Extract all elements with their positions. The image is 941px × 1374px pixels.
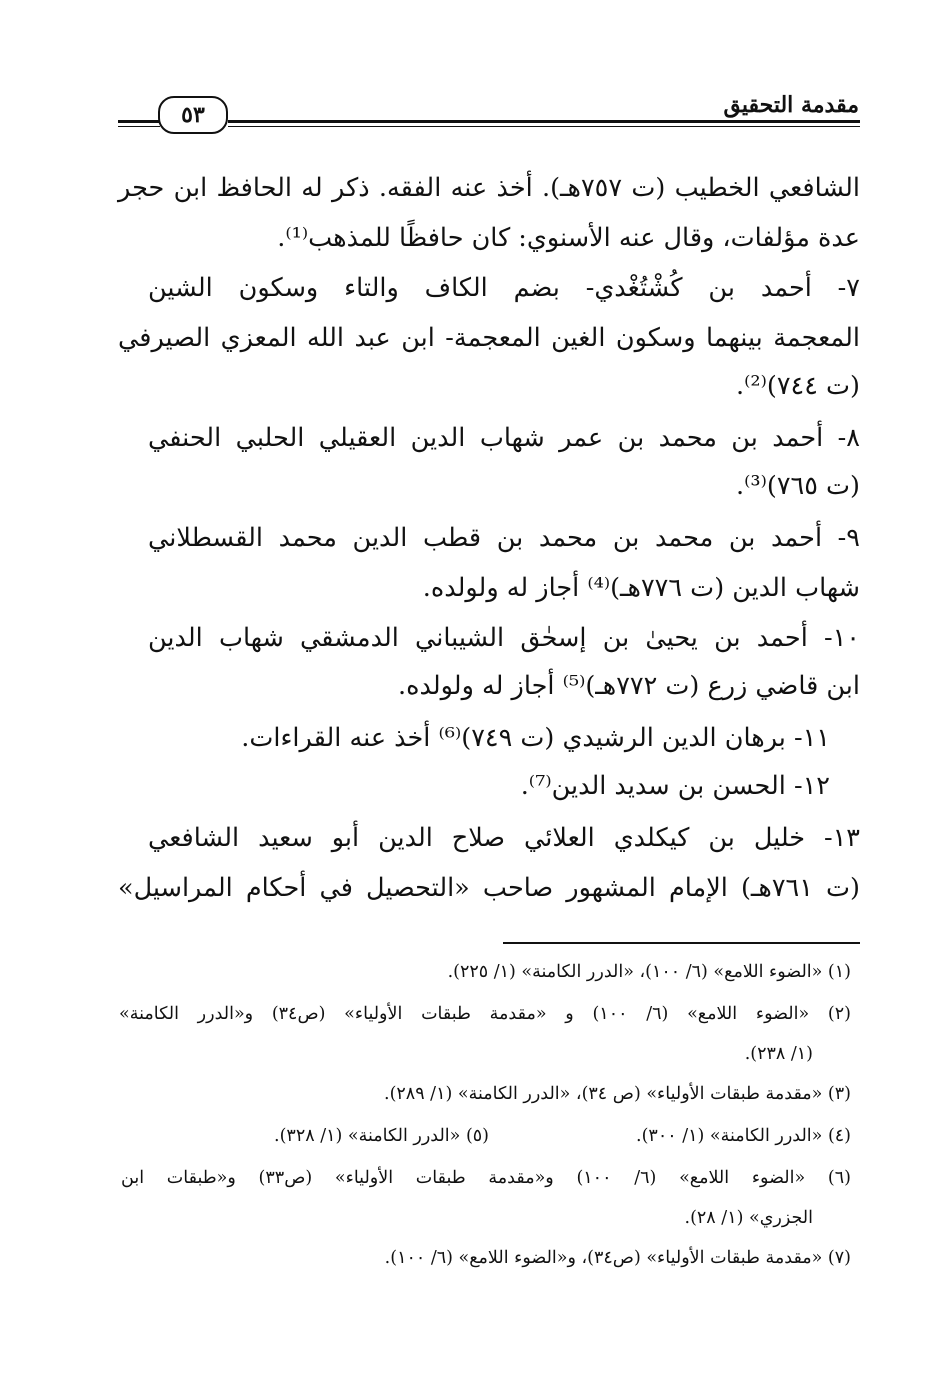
body-line: ابن قاضي زرع (ت ٧٧٢هـ)⁽⁵⁾ أجاز له ولولده. xyxy=(398,671,860,701)
footnote-6-continuation: الجزري» (١/ ٢٨). xyxy=(684,1208,813,1228)
body-line: ١٠- أحمد بن يحيىٰ بن إسحٰق الشيباني الدمشقي شهاب الدين xyxy=(148,623,860,653)
page-number: ٥٣ xyxy=(181,102,205,128)
body-line: الشافعي الخطيب (ت ٧٥٧هـ). أخذ عنه الفقه. ذكر له الحافظ ابن حجر xyxy=(118,173,860,203)
footnote-4: (٤) «الدرر الكامنة» (١/ ٣٠٠). xyxy=(636,1126,851,1146)
body-line: ١٣- خليل بن كيكلدي العلائي صلاح الدين أبو سعيد الشافعي xyxy=(148,823,860,853)
body-line: (ت ٧٤٤)⁽²⁾. xyxy=(736,371,860,401)
body-line: شهاب الدين (ت ٧٧٦هـ)⁽⁴⁾ أجاز له ولولده. xyxy=(422,573,860,603)
header-rule-thin xyxy=(228,126,860,127)
footnote-7: (٧) «مقدمة طبقات الأولياء» (ص٣٤)، و«الضوء اللامع» (٦/ ١٠٠). xyxy=(384,1248,851,1268)
footnote-2-continuation: (١/ ٢٣٨). xyxy=(744,1044,813,1064)
footnote-6: (٦) «الضوء اللامع» (٦/ ١٠٠) و«مقدمة طبقات الأولياء» (ص٣٣) و«طبقات ابن xyxy=(121,1168,851,1188)
body-line: ١١- برهان الدين الرشيدي (ت ٧٤٩)⁽⁶⁾ أخذ عنه القراءات. xyxy=(241,723,830,753)
body-line: ٧- أحمد بن كُشْتُغْدي- بضم الكاف والتاء وسكون الشين xyxy=(148,273,860,303)
footnote-3: (٣) «مقدمة طبقات الأولياء» (ص ٣٤)، «الدرر الكامنة» (١/ ٢٨٩). xyxy=(384,1084,851,1104)
footnote-1: (١) «الضوء اللامع» (٦/ ١٠٠)، «الدرر الكامنة» (١/ ٢٢٥). xyxy=(447,962,851,982)
running-header-title: مقدمة التحقيق xyxy=(723,92,859,118)
body-line: المعجمة بينهما وسكون الغين المعجمة- ابن عبد الله المعزي الصيرفي xyxy=(118,323,860,353)
body-line: عدة مؤلفات، وقال عنه الأسنوي: كان حافظًا للمذهب⁽¹⁾. xyxy=(277,223,860,253)
body-line: ١٢- الحسن بن سديد الدين⁽⁷⁾. xyxy=(520,771,830,801)
footnote-2: (٢) «الضوء اللامع» (٦/ ١٠٠) و «مقدمة طبقات الأولياء» (ص٣٤) و«الدرر الكامنة» xyxy=(119,1004,851,1024)
header-rule-left-thin xyxy=(118,126,160,127)
header-rule-thick xyxy=(228,120,860,123)
page-number-box xyxy=(158,96,228,134)
body-line: (ت ٧٦٥)⁽³⁾. xyxy=(736,471,860,501)
header-rule-left-thick xyxy=(118,120,160,123)
footnote-separator xyxy=(503,942,860,944)
body-line: ٨- أحمد بن محمد بن عمر شهاب الدين العقيلي الحلبي الحنفي xyxy=(148,423,860,453)
body-line: ٩- أحمد بن محمد بن محمد بن قطب الدين محمد القسطلاني xyxy=(148,523,860,553)
body-line: (ت ٧٦١هـ) الإمام المشهور صاحب «التحصيل في أحكام المراسيل» xyxy=(118,873,861,903)
footnote-5: (٥) «الدرر الكامنة» (١/ ٣٢٨). xyxy=(274,1126,489,1146)
